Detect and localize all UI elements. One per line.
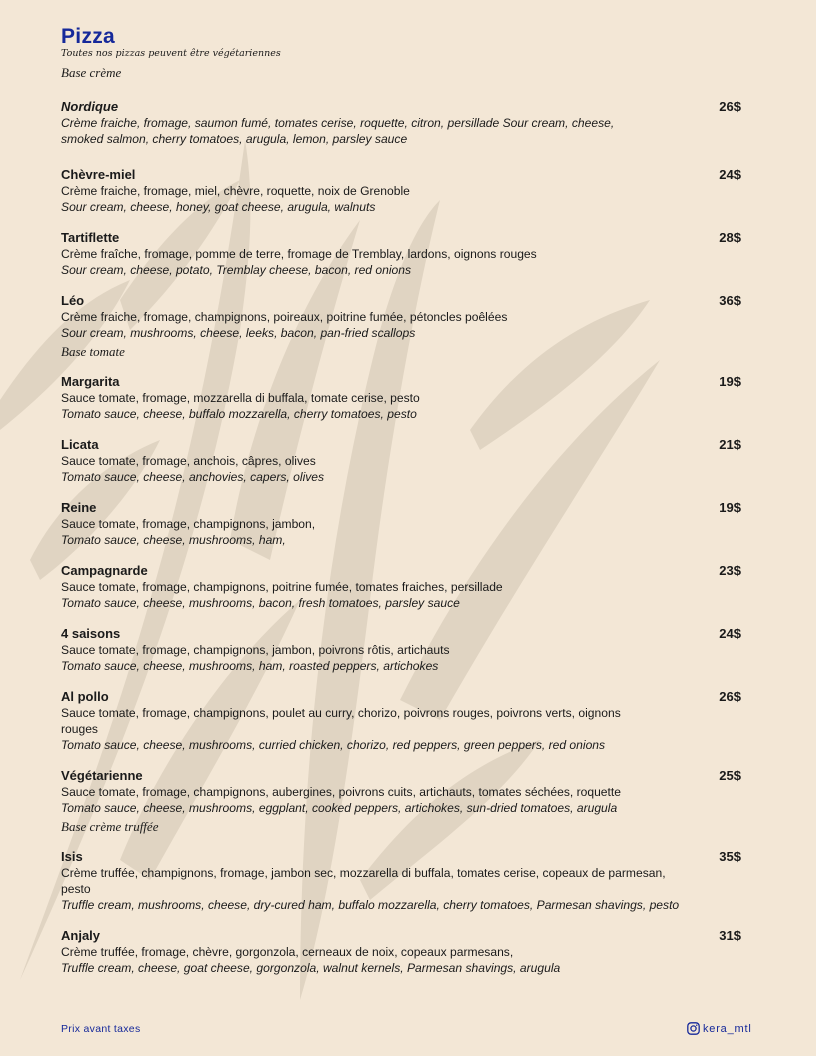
price-note: Prix avant taxes bbox=[61, 1023, 141, 1035]
item-name: Végétarienne bbox=[61, 768, 143, 783]
item-price: 24$ bbox=[719, 626, 741, 641]
menu-item-nordique bbox=[61, 99, 751, 147]
instagram-handle[interactable] bbox=[687, 1022, 752, 1035]
item-price: 35$ bbox=[719, 849, 741, 864]
item-price: 31$ bbox=[719, 928, 741, 943]
item-price: 36$ bbox=[719, 293, 741, 308]
item-description: Crème fraiche, fromage, saumon fumé, tomates cerise, roquette, citron, persillade Sour cream, cheese, smoked salmon, cherry tomatoes, arugula, lemon, parsley sauce bbox=[61, 116, 615, 146]
item-name: Léo bbox=[61, 293, 85, 308]
instagram-handle-text: kera_mtl bbox=[703, 1022, 752, 1035]
page-title: Pizza bbox=[61, 25, 116, 48]
section-base-tomate bbox=[61, 344, 751, 816]
section-base-creme bbox=[61, 65, 751, 341]
item-price: 19$ bbox=[719, 374, 741, 389]
menu-item-anjaly bbox=[61, 928, 751, 976]
item-price: 19$ bbox=[719, 500, 741, 515]
item-description-en: Tomato sauce, cheese, mushrooms, ham, bbox=[61, 533, 286, 547]
menu-item-leo bbox=[61, 293, 751, 341]
item-description-fr: Crème fraiche, fromage, champignons, poireaux, poitrine fumée, pétoncles poêlées bbox=[61, 310, 508, 324]
item-description-fr: Crème fraiche, fromage, miel, chèvre, roquette, noix de Grenoble bbox=[61, 184, 410, 198]
item-name: Margarita bbox=[61, 374, 120, 389]
item-description-fr: Sauce tomate, fromage, champignons, poitrine fumée, tomates fraiches, persillade bbox=[61, 580, 503, 594]
item-description-en: Sour cream, cheese, honey, goat cheese, arugula, walnuts bbox=[61, 200, 376, 214]
item-name: Anjaly bbox=[61, 928, 101, 943]
item-description-en: Tomato sauce, cheese, buffalo mozzarella, cherry tomatoes, pesto bbox=[61, 407, 417, 421]
menu-item-al-pollo bbox=[61, 689, 751, 753]
menu-item-tartiflette bbox=[61, 230, 751, 278]
section-label: Base tomate bbox=[61, 344, 125, 359]
instagram-icon bbox=[687, 1022, 700, 1035]
item-description-fr: Sauce tomate, fromage, champignons, jambon, poivrons rôtis, artichauts bbox=[61, 643, 450, 657]
menu-item-isis bbox=[61, 849, 751, 913]
item-name: Reine bbox=[61, 500, 97, 515]
item-price: 26$ bbox=[719, 99, 741, 114]
item-name: Campagnarde bbox=[61, 563, 148, 578]
item-price: 28$ bbox=[719, 230, 741, 245]
item-description-fr: Crème fraîche, fromage, pomme de terre, fromage de Tremblay, lardons, oignons rouges bbox=[61, 247, 537, 261]
menu-item-vegetarienne bbox=[61, 768, 751, 816]
item-description-en: Tomato sauce, cheese, mushrooms, ham, roasted peppers, artichokes bbox=[61, 659, 439, 673]
item-description-en: Sour cream, cheese, potato, Tremblay cheese, bacon, red onions bbox=[61, 263, 412, 277]
section-label: Base crème truffée bbox=[61, 819, 159, 834]
menu-item-chevre-miel bbox=[61, 167, 751, 215]
item-price: 23$ bbox=[719, 563, 741, 578]
item-price: 26$ bbox=[719, 689, 741, 704]
item-name: Al pollo bbox=[61, 689, 109, 704]
item-name: Isis bbox=[61, 849, 83, 864]
item-description-fr: Sauce tomate, fromage, champignons, aubergines, poivrons cuits, artichauts, tomates séchées, roquette bbox=[61, 785, 621, 799]
item-description-fr: Sauce tomate, fromage, champignons, jambon, bbox=[61, 517, 316, 531]
item-description-en: Truffle cream, mushrooms, cheese, dry-cured ham, buffalo mozzarella, cherry tomatoes, Parmesan shavings, pesto bbox=[61, 898, 680, 912]
item-description-en: Tomato sauce, cheese, anchovies, capers, olives bbox=[61, 470, 325, 484]
page-subtitle: Toutes nos pizzas peuvent être végétariennes bbox=[61, 48, 281, 59]
item-price: 21$ bbox=[719, 437, 741, 452]
menu-item-margarita bbox=[61, 374, 751, 422]
item-price: 25$ bbox=[719, 768, 741, 783]
item-description-fr: Crème truffée, fromage, chèvre, gorgonzola, cerneaux de noix, copeaux parmesans, bbox=[61, 945, 514, 959]
menu-item-campagnarde bbox=[61, 563, 751, 611]
item-price: 24$ bbox=[719, 167, 741, 182]
item-name: Licata bbox=[61, 437, 99, 452]
item-description-fr: Sauce tomate, fromage, anchois, câpres, olives bbox=[61, 454, 316, 468]
item-name: Nordique bbox=[61, 99, 119, 114]
item-description-fr: Sauce tomate, fromage, mozzarella di buffala, tomate cerise, pesto bbox=[61, 391, 420, 405]
item-description-en: Tomato sauce, cheese, mushrooms, curried chicken, chorizo, red peppers, green peppers, red onions bbox=[61, 738, 606, 752]
item-description-en: Tomato sauce, cheese, mushrooms, bacon, fresh tomatoes, parsley sauce bbox=[61, 596, 460, 610]
item-description-en: Tomato sauce, cheese, mushrooms, eggplant, cooked peppers, artichokes, sun-dried tomatoes, arugula bbox=[61, 801, 618, 815]
menu-item-licata bbox=[61, 437, 751, 485]
item-name: Tartiflette bbox=[61, 230, 120, 245]
item-description-fr: Sauce tomate, fromage, champignons, poulet au curry, chorizo, poivrons rouges, poivrons verts, oignons rouges bbox=[61, 706, 621, 736]
item-description-en: Truffle cream, cheese, goat cheese, gorgonzola, walnut kernels, Parmesan shavings, arugula bbox=[61, 961, 561, 975]
item-description-fr: Crème truffée, champignons, fromage, jambon sec, mozzarella di buffala, tomates cerise, copeaux de parmesan, pesto bbox=[61, 866, 666, 896]
section-label: Base crème bbox=[61, 65, 122, 80]
item-description-en: Sour cream, mushrooms, cheese, leeks, bacon, pan-fried scallops bbox=[61, 326, 416, 340]
item-name: 4 saisons bbox=[61, 626, 121, 641]
item-name: Chèvre-miel bbox=[61, 167, 136, 182]
section-base-creme-truffee bbox=[61, 819, 751, 976]
menu-item-reine bbox=[61, 500, 751, 548]
menu-item-4-saisons bbox=[61, 626, 751, 674]
